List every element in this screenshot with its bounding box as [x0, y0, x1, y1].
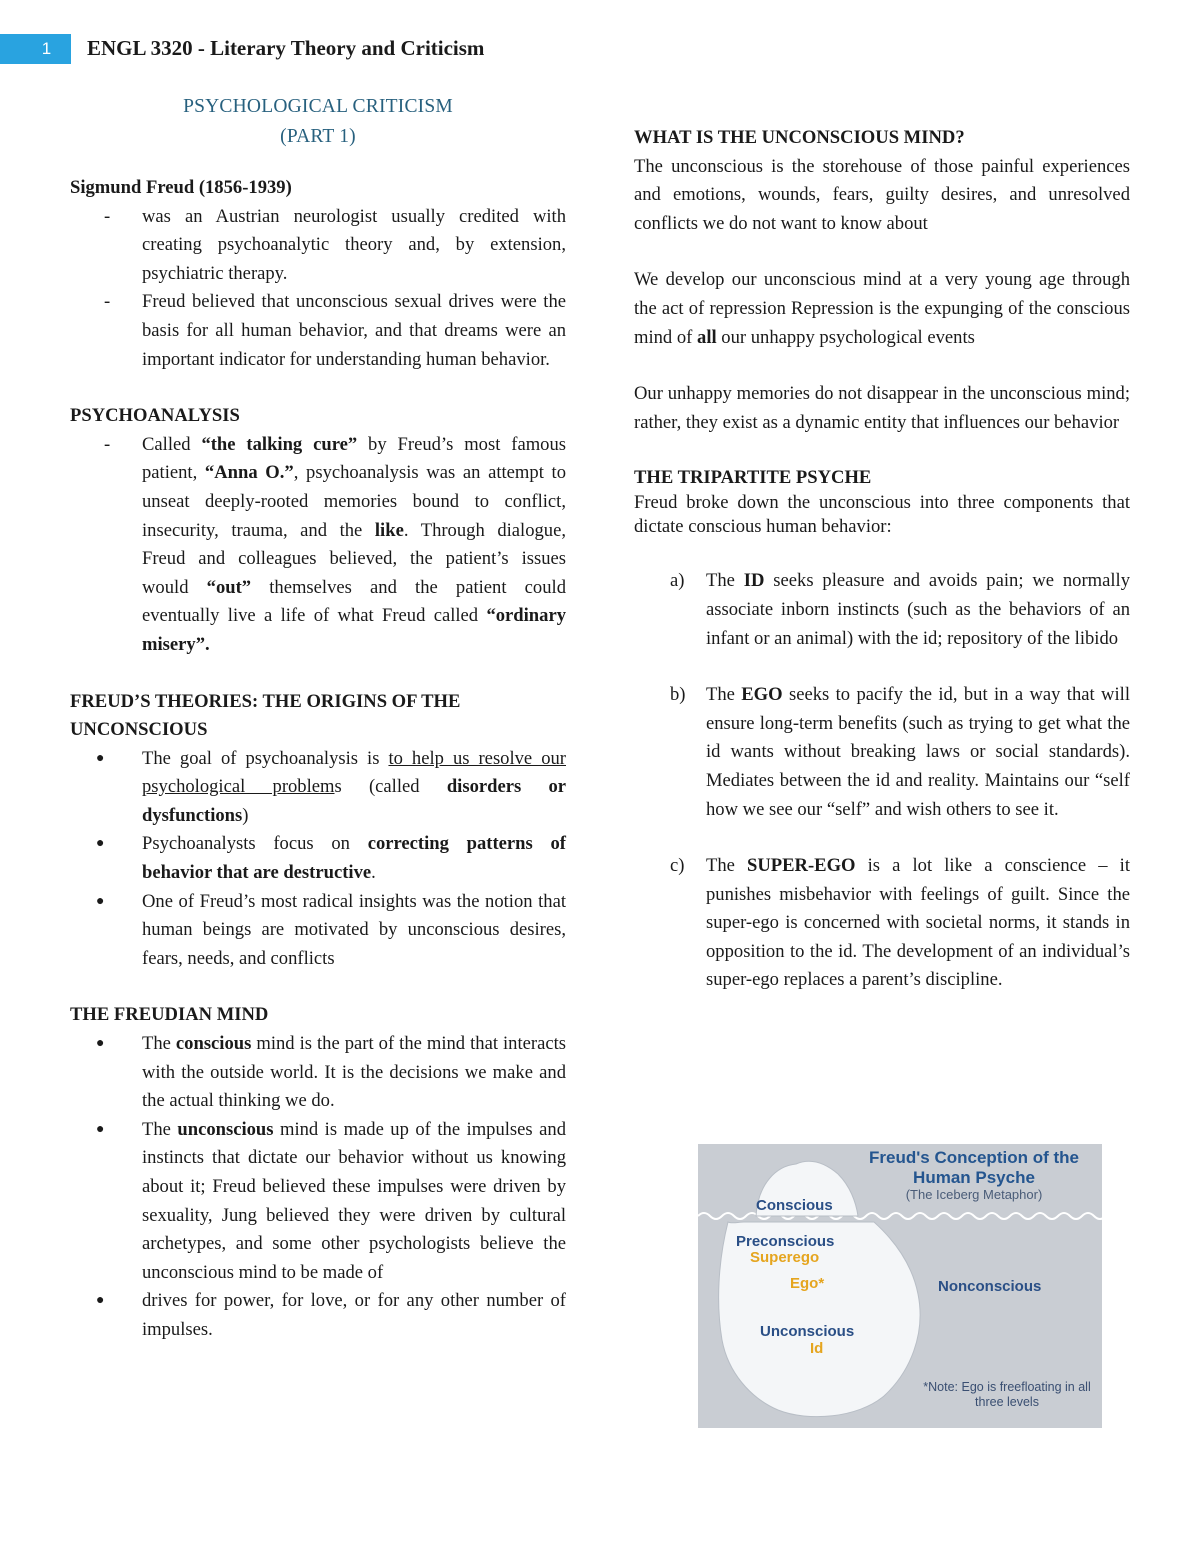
freud-list — [70, 203, 566, 375]
list-item — [634, 852, 1130, 995]
bold-term: “out” — [206, 576, 252, 598]
freudian-mind-heading: THE FREUDIAN MIND — [70, 1004, 269, 1026]
bold-term: unconscious — [177, 1118, 274, 1140]
list-item — [70, 1030, 566, 1116]
bullet-icon: ● — [96, 750, 105, 766]
id-label: Id — [810, 1340, 824, 1357]
figure-note: *Note: Ego is freefloating in all three levels — [923, 1380, 1091, 1409]
bullet-icon: ● — [96, 836, 105, 852]
course-title: ENGL 3320 - Literary Theory and Criticism — [87, 36, 485, 60]
right-column — [634, 124, 1130, 995]
text-run: drives for power, for love, or for any other number of impulses. — [142, 1290, 566, 1340]
list-marker: a) — [670, 570, 685, 592]
ego-label: Ego* — [790, 1275, 825, 1292]
text-run: seeks pleasure and avoids pain; we normally associate inborn instincts (such as the behaviors of an infant or an animal) with the id; repository of the libido — [706, 570, 1130, 649]
list-item: - was an Austrian neurologist usually credited with creating psychoanalytic theory and, by extension, psychiatric therapy. — [104, 205, 566, 284]
bold-term: like — [374, 519, 404, 541]
text-run: Called — [142, 433, 202, 455]
bold-term: all — [697, 326, 717, 348]
bold-term: EGO — [741, 684, 783, 706]
unconscious-paragraph-3: Our unhappy memories do not disappear in the unconscious mind; rather, they exist as a dynamic entity that influences our behavior — [634, 383, 1130, 433]
preconscious-label: Preconscious — [736, 1233, 835, 1250]
list-item: - Freud believed that unconscious sexual drives were the basis for all human behavior, and that dreams were an important indicator for understanding human behavior. — [104, 291, 566, 370]
document-subtitle: (PART 1) — [280, 126, 356, 147]
figure-title: Freud's Conception of the Human Psyche — [869, 1148, 1079, 1187]
bold-term: “Anna O.” — [204, 462, 294, 484]
text-run: The — [706, 684, 742, 706]
text-run: . Through dialogue, Freud and colleagues believed, the patient’s issues would — [142, 519, 566, 598]
list-item — [70, 888, 566, 974]
nonconscious-label: Nonconscious — [938, 1278, 1042, 1295]
origins-list — [70, 745, 566, 974]
text-run: mind is the part of the mind that interacts with the outside world. It is the decisions we make and the actual thinking we do. — [142, 1033, 566, 1112]
tripartite-intro: Freud broke down the unconscious into three components that dictate conscious human behavior: — [634, 492, 1130, 538]
list-item: - Called “the talking cure” by Freud’s most famous patient, “Anna O.”, psychoanalysis was an attempt to unseat deeply-rooted memories bound to conflict, insecurity, trauma, and the like. Through dialogue, Freud and colleagues believed, the patient’s issues would “out” themselves and the patient could eventually live a life of what Freud called “ordinary misery”. — [104, 433, 567, 655]
psychoanalysis-heading: PSYCHOANALYSIS — [70, 405, 240, 427]
text-run: our unhappy psychological events — [716, 326, 975, 348]
text-run: s (called — [334, 776, 447, 798]
text-run: . — [371, 862, 376, 884]
conscious-label: Conscious — [756, 1197, 833, 1214]
left-column — [70, 92, 566, 1345]
list-marker: b) — [670, 684, 686, 706]
list-item-text: Freud believed that unconscious sexual drives were the basis for all human behavior, and that dreams were an important indicator for understanding human behavior. — [142, 291, 566, 370]
list-item — [70, 830, 566, 887]
iceberg-figure — [698, 1144, 1102, 1428]
list-item — [70, 1116, 566, 1288]
figure-subtitle: (The Iceberg Metaphor) — [905, 1187, 1043, 1202]
bullet-icon: ● — [96, 1293, 105, 1309]
tripartite-list — [634, 567, 1130, 995]
text-run: by Freud’s most famous patient, — [142, 433, 567, 484]
bold-term: SUPER-EGO — [747, 855, 856, 877]
unconscious-paragraph-1: The unconscious is the storehouse of those painful experiences and emotions, wounds, fears, guilty desires, and unresolved conflicts we do not want to know about — [634, 155, 1130, 234]
text-run: The goal of psychoanalysis is — [142, 747, 389, 769]
text-run: seeks to pacify the id, but in a way that will ensure long-term benefits (such as trying to get what the id wants without breaking laws or social standards). Mediates between the id and reality. Maintains our “self how we see our “self” and wish others to see it. — [706, 684, 1130, 820]
origins-heading: FREUD’S THEORIES: THE ORIGINS OF THE UNCONSCIOUS — [70, 690, 461, 741]
bold-term: ID — [743, 570, 765, 592]
text-run: We develop our unconscious mind at a very young age through the act of repression Repression is the expunging of the conscious mind of — [634, 269, 1130, 348]
freudian-mind-list — [70, 1030, 566, 1345]
unconscious-label: Unconscious — [760, 1323, 855, 1340]
underlined-text: to help us resolve our psychological problem — [142, 747, 566, 798]
unconscious-mind-heading: WHAT IS THE UNCONSCIOUS MIND? — [634, 127, 965, 148]
bullet-icon: ● — [96, 1036, 105, 1052]
bold-term: conscious — [175, 1033, 252, 1055]
text-run: The — [706, 570, 744, 592]
text-run: themselves and the patient could eventually live a life of what Freud called — [142, 576, 566, 627]
text-run: One of Freud’s most radical insights was the notion that human beings are motivated by unconscious desires, fears, needs, and conflicts — [142, 890, 566, 969]
text-run: mind is made up of the impulses and instincts that dictate our behavior without us knowing about it; Freud believed these impulses were driven by sexuality, Jung believed they were driven by cultural archetypes, and some other psychologists believe the unconscious mind to be made of — [142, 1118, 566, 1283]
bold-term: “ordinary misery”. — [142, 605, 566, 655]
bullet-icon: ● — [96, 893, 105, 909]
superego-label: Superego — [750, 1249, 820, 1266]
list-item — [70, 745, 566, 831]
text-run: , psychoanalysis was an attempt to unseat deeply-rooted memories bound to conflict, insecurity, trauma, and the — [142, 462, 566, 541]
text-run: Psychoanalysts focus on — [142, 833, 368, 855]
list-item-text: was an Austrian neurologist usually credited with creating psychoanalytic theory and, by extension, psychiatric therapy. — [142, 205, 566, 284]
bold-term: disorders or dysfunctions — [142, 776, 567, 826]
bold-term: “the talking cure” — [201, 433, 358, 455]
document-title: PSYCHOLOGICAL CRITICISM — [183, 96, 453, 117]
text-run: The — [142, 1118, 178, 1140]
list-marker: c) — [670, 855, 685, 877]
unconscious-paragraph-2 — [634, 266, 1130, 352]
bullet-icon: ● — [96, 1121, 105, 1137]
list-item — [70, 1287, 566, 1344]
freud-heading: Sigmund Freud (1856-1939) — [70, 177, 292, 198]
bold-term: correcting patterns of behavior that are destructive — [142, 833, 566, 884]
text-run: ) — [242, 804, 249, 826]
text-run: The — [706, 855, 748, 877]
psychoanalysis-list — [70, 431, 566, 660]
page-number-badge: 1 — [0, 34, 71, 64]
list-item — [634, 567, 1130, 653]
tripartite-heading: THE TRIPARTITE PSYCHE — [634, 467, 872, 489]
text-run: The — [142, 1033, 176, 1055]
text-run: is a lot like a conscience – it punishes misbehavior with feelings of guilt. Since the super-ego is concerned with societal norms, it stands in opposition to the id. The development of an individual’s super-ego replaces a parent’s discipline. — [706, 855, 1131, 991]
list-item — [634, 681, 1130, 824]
